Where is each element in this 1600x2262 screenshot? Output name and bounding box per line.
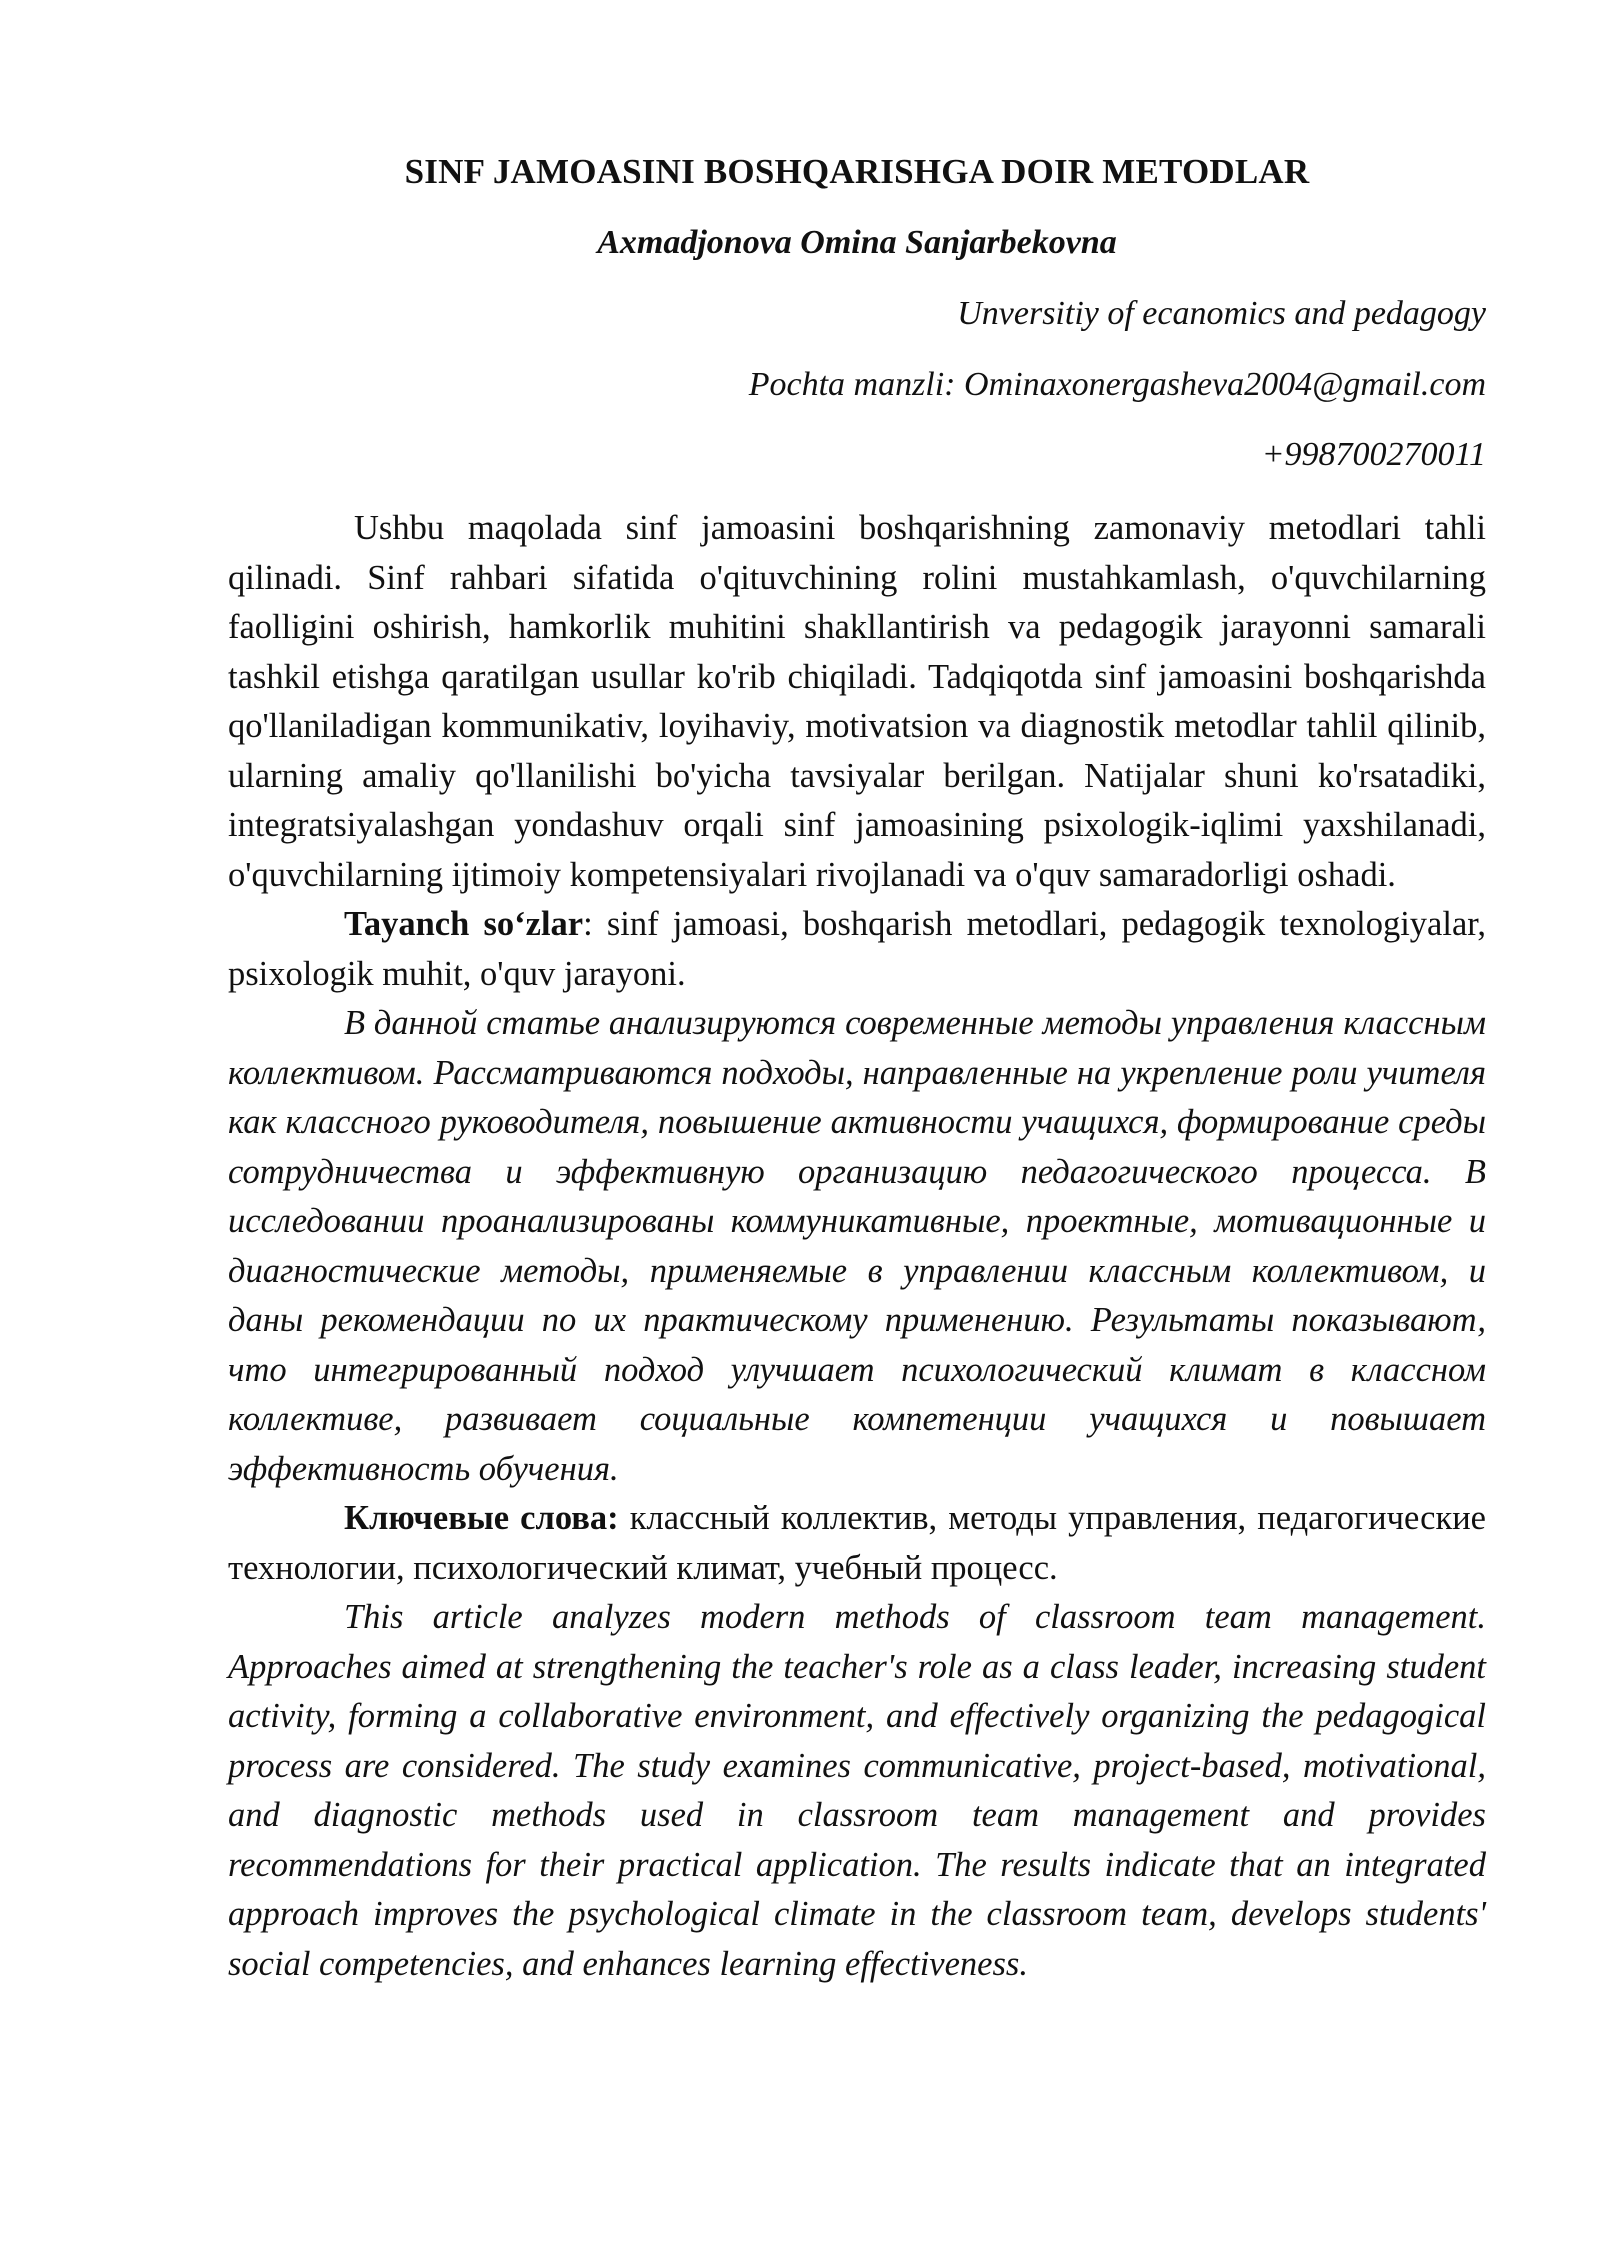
keywords-russian-label: Ключевые слова: <box>344 1499 619 1537</box>
keywords-uzbek-text: : sinf jamoasi, boshqarish metodlari, pedagogik texnologiyalar, psixologik muhit, o'quv jarayoni. <box>228 905 1486 993</box>
keywords-russian-text: классный коллектив, методы управления, педагогические технологии, психологический климат, учебный процесс. <box>228 1499 1486 1587</box>
keywords-uzbek-label: Tayanch so‘zlar <box>344 905 584 943</box>
abstract-russian: В данной статье анализируются современные методы управления классным коллективом. Рассматриваются подходы, направленные на укрепление роли учителя как классного руководителя, повышение активности учащихся, формирование среды сотрудничества и эффективную организацию педагогического процесса. В исследовании проанализированы коммуникативные, проектные, мотивационные и диагностические методы, применяемые в управлении классным коллективом, и даны рекомендации по их практическому применению. Результаты показывают, что интегрированный подход улучшает психологический климат в классном коллективе, развивает социальные компетенции учащихся и повышает эффективность обучения. <box>228 1004 1486 1488</box>
author-affiliation: Unversitiy of ecanomics and pedagogy <box>957 295 1486 332</box>
author-name: Axmadjonova Omina Sanjarbekovna <box>597 224 1117 261</box>
abstract-english: This article analyzes modern methods of classroom team management. Approaches aimed at strengthening the teacher's role as a class leader, increasing student activity, forming a collaborative environment, and effectively organizing the pedagogical process are considered. The study examines communicative, project-based, motivational, and diagnostic methods used in classroom team management and provides recommendations for their practical application. The results indicate that an integrated approach improves the psychological climate in the classroom team, develops students' social competencies, and enhances learning effectiveness. <box>228 1598 1486 1983</box>
author-phone: +998700270011 <box>1261 436 1486 473</box>
paper-title: SINF JAMOASINI BOSHQARISHGA DOIR METODLAR <box>404 152 1310 191</box>
abstract-uzbek: Ushbu maqolada sinf jamoasini boshqarishning zamonaviy metodlari tahli qilinadi. Sinf rahbari sifatida o'qituvchining rolini mustahkamlash, o'quvchilarning faolligini oshirish, hamkorlik muhitini shakllantirish va pedagogik jarayonni samarali tashkil etishga qaratilgan usullar ko'rib chiqiladi. Tadqiqotda sinf jamoasini boshqarishda qo'llaniladigan kommunikativ, loyihaviy, motivatsion va diagnostik metodlar tahlil qilinib, ularning amaliy qo'llanilishi bo'yicha tavsiyalar berilgan. Natijalar shuni ko'rsatadiki, integratsiyalashgan yondashuv orqali sinf jamoasining psixologik-iqlimi yaxshilanadi, o'quvchilarning ijtimoiy kompetensiyalari rivojlanadi va o'quv samaradorligi oshadi. <box>228 509 1486 894</box>
author-email: Pochta manzli: Ominaxonergasheva2004@gmail.com <box>748 366 1486 403</box>
keywords-russian <box>228 1494 1486 1593</box>
paper-body <box>228 504 1486 1989</box>
keywords-uzbek <box>228 900 1486 999</box>
